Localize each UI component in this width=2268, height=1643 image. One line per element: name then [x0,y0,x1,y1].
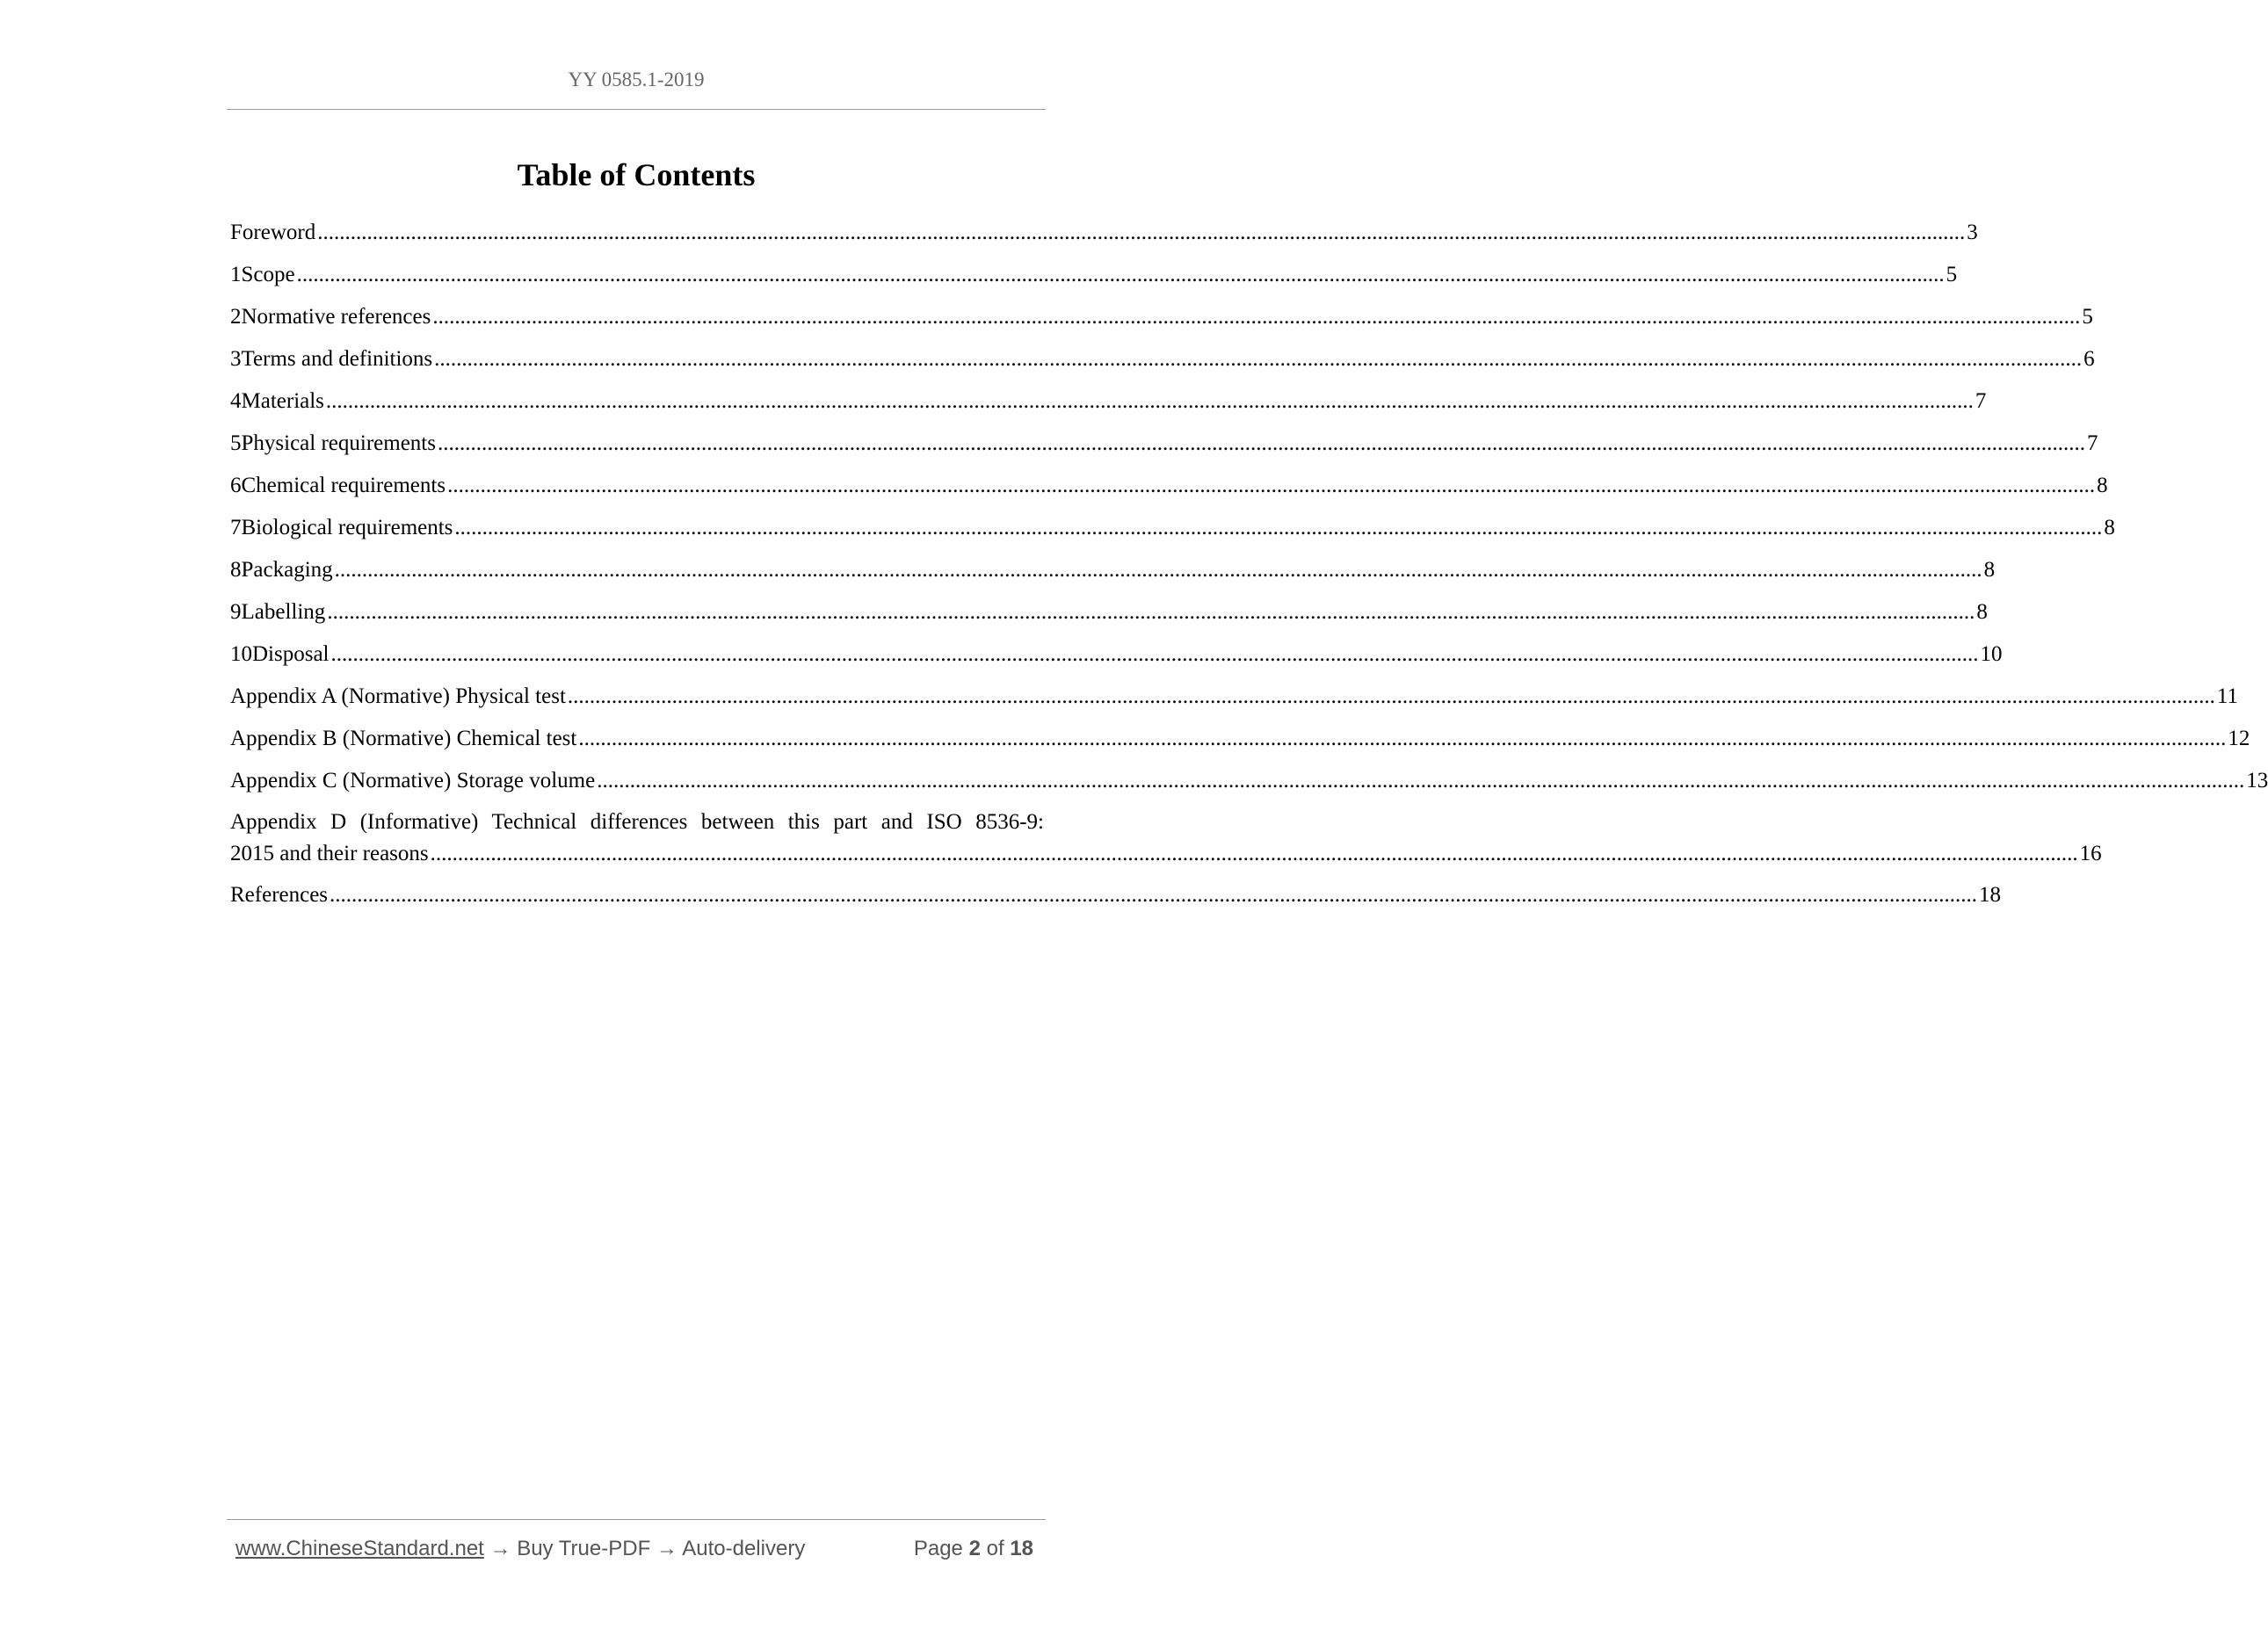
toc-label: Appendix C (Normative) Storage volume [230,769,596,793]
toc-label: Appendix A (Normative) Physical test [230,684,566,708]
page-word: Page [913,1537,963,1560]
dot-leader: ............................................................................................................................................................................................................................................................................................................ [330,883,1978,907]
toc-entry-labelling[interactable] [230,595,1988,637]
toc-entry-appendix-b[interactable] [230,721,2250,764]
toc-label: Disposal [252,642,330,666]
toc-section-number: 6 [230,474,242,497]
toc-label: 2015 and their reasons [230,842,429,865]
toc-section-number: 2 [230,305,242,329]
toc-entry-materials[interactable] [230,384,1987,426]
of-word: of [986,1537,1004,1560]
toc-page-number: 5 [2082,305,2093,329]
toc-page-number: 7 [2086,431,2098,455]
toc-entry-appendix-d[interactable] [230,806,2102,878]
toc-page-number: 16 [2079,842,2102,865]
arrow-icon: → [650,1537,683,1560]
toc-section-number: 10 [230,642,252,666]
toc-page-number: 18 [1979,883,2002,907]
toc-page-number: 8 [1976,600,1988,624]
toc-title: Table of Contents [517,157,756,192]
dot-leader: ............................................................................................................................................................................................................................................................................................................ [447,474,2096,497]
toc-entry-references[interactable] [230,878,2002,920]
toc-label: Normative references [241,305,431,329]
toc-entry-appendix-c[interactable] [230,764,2268,806]
toc-label: References [230,883,329,907]
total-pages-number: 18 [1010,1537,1033,1560]
toc-label-line1: Appendix D (Informative) Technical differences between this part and ISO 8536-9: [230,810,1044,834]
dot-leader: ............................................................................................................................................................................................................................................................................................................ [432,305,2081,329]
toc-label: Foreword [230,221,316,244]
dot-leader: ............................................................................................................................................................................................................................................................................................................ [334,558,1982,582]
footer-divider [227,1519,1046,1520]
toc-page-number: 8 [1983,558,1996,582]
toc-entry-scope[interactable] [230,257,1958,300]
toc-section-number: 8 [230,558,242,582]
toc-label: Chemical requirements [241,474,446,497]
toc-page-number: 7 [1975,389,1987,413]
document-code-header: YY 0585.1-2019 [568,69,705,90]
toc-page-number: 10 [1980,642,2003,666]
toc-entry-normative-references[interactable] [230,300,2093,342]
page-footer [235,1537,1037,1561]
toc-label: Physical requirements [241,431,436,455]
dot-leader: ............................................................................................................................................................................................................................................................................................................ [434,347,2083,371]
website-link[interactable]: www.ChineseStandard.net [235,1537,484,1560]
dot-leader: ............................................................................................................................................................................................................................................................................................................ [567,684,2215,708]
toc-entry-appendix-a[interactable] [230,679,2238,721]
current-page-number: 2 [968,1537,981,1560]
table-of-contents [230,215,2268,920]
toc-entry-physical-requirements[interactable] [230,426,2098,468]
toc-page-number: 3 [1967,221,1978,244]
buy-pdf-text: Buy True-PDF [517,1537,651,1560]
toc-label: Terms and definitions [241,347,433,371]
toc-page-number: 13 [2246,769,2268,793]
dot-leader: ............................................................................................................................................................................................................................................................................................................ [454,516,2103,539]
toc-entry-biological-requirements[interactable] [230,510,2115,553]
toc-label: Biological requirements [241,516,453,539]
toc-section-number: 7 [230,516,242,539]
toc-page-number: 6 [2083,347,2095,371]
header-divider [227,109,1046,110]
dot-leader: ............................................................................................................................................................................................................................................................................................................ [597,769,2245,793]
toc-entry-terms-and-definitions[interactable] [230,342,2095,384]
toc-page-number: 8 [2097,474,2108,497]
toc-page-number: 11 [2216,684,2238,708]
dot-leader: ............................................................................................................................................................................................................................................................................................................ [437,431,2085,455]
toc-section-number: 9 [230,600,242,624]
toc-label: Packaging [241,558,333,582]
toc-page-number: 12 [2228,727,2250,750]
toc-section-number: 3 [230,347,242,371]
dot-leader: ............................................................................................................................................................................................................................................................................................................ [327,600,1975,624]
dot-leader: ............................................................................................................................................................................................................................................................................................................ [325,389,1974,413]
toc-entry-packaging[interactable] [230,553,1996,595]
toc-entry-disposal[interactable] [230,637,2003,679]
page-indicator [914,1537,1033,1561]
toc-entry-foreword[interactable] [230,215,1978,257]
toc-section-number: 5 [230,431,242,455]
toc-label: Labelling [241,600,326,624]
auto-delivery-text: Auto-delivery [682,1537,806,1560]
toc-label: Scope [241,263,295,286]
toc-label: Materials [241,389,324,413]
dot-leader: ............................................................................................................................................................................................................................................................................................................ [317,221,1966,244]
toc-entry-chemical-requirements[interactable] [230,468,2108,510]
toc-page-number: 5 [1946,263,1958,286]
dot-leader: ............................................................................................................................................................................................................................................................................................................ [330,642,1979,666]
arrow-icon: → [483,1537,518,1560]
toc-section-number: 4 [230,389,242,413]
toc-section-number: 1 [230,263,242,286]
dot-leader: ............................................................................................................................................................................................................................................................................................................ [296,263,1945,286]
toc-page-number: 8 [2104,516,2115,539]
toc-label: Appendix B (Normative) Chemical test [230,727,577,750]
dot-leader: ............................................................................................................................................................................................................................................................................................................ [430,842,2078,865]
dot-leader: ............................................................................................................................................................................................................................................................................................................ [578,727,2227,750]
